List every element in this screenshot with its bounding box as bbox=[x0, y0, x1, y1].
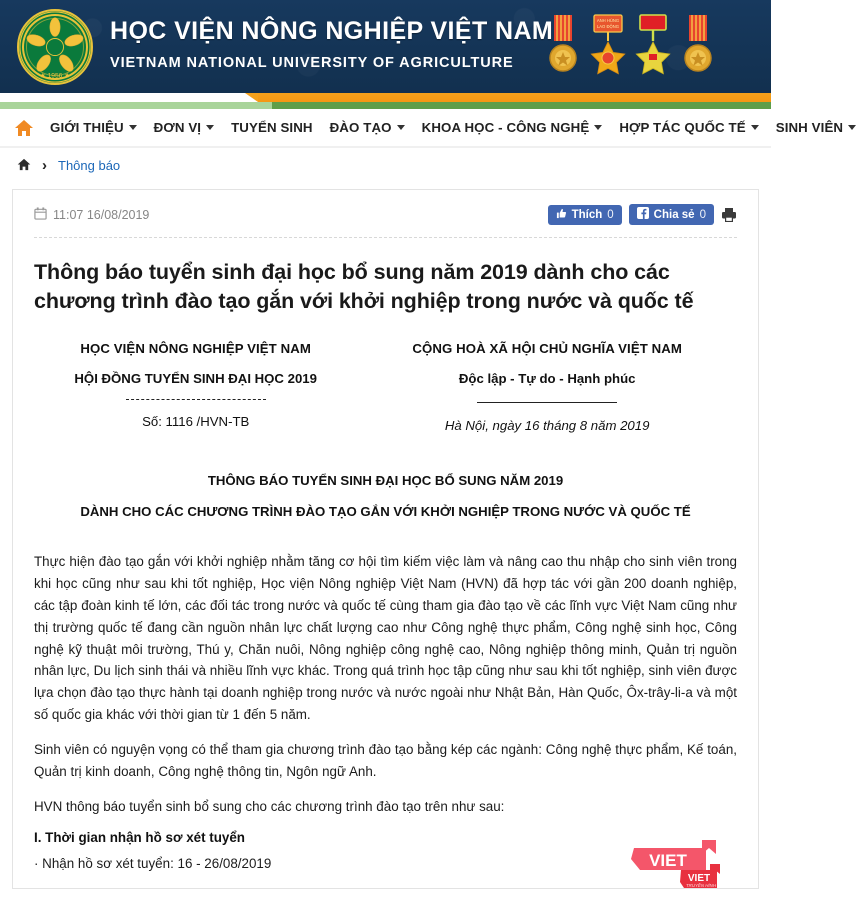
share-label: Chia sẻ bbox=[653, 208, 695, 221]
nav-item-don-vi[interactable] bbox=[154, 120, 214, 135]
subject-line-2: DÀNH CHO CÁC CHƯƠNG TRÌNH ĐÀO TẠO GẮN VỚI KHỞI NGHIỆP TRONG NƯỚC VÀ QUỐC TẾ bbox=[80, 504, 691, 520]
document-number: Số: 1116 /HVN-TB bbox=[142, 414, 250, 430]
nav-item-khoa-hoc-cong-nghe[interactable] bbox=[422, 120, 603, 135]
medal-star-gold bbox=[635, 13, 671, 81]
thumbs-up-icon bbox=[556, 208, 567, 222]
body-paragraph: HVN thông báo tuyển sinh bổ sung cho các chương trình đào tạo trên như sau: bbox=[34, 798, 505, 814]
divider-dashed bbox=[126, 399, 266, 400]
svg-text:VIET: VIET bbox=[687, 873, 711, 884]
nav-label: ĐÀO TẠO bbox=[329, 120, 392, 135]
facebook-icon bbox=[637, 207, 649, 222]
breadcrumb-home-icon[interactable] bbox=[17, 158, 31, 174]
university-logo[interactable] bbox=[17, 9, 93, 85]
breadcrumb bbox=[0, 148, 771, 183]
issuer-name: HỌC VIỆN NÔNG NGHIỆP VIỆT NAM bbox=[80, 341, 311, 357]
breadcrumb-separator: › bbox=[42, 157, 47, 174]
issuer-council: HỘI ĐỒNG TUYỂN SINH ĐẠI HỌC 2019 bbox=[74, 371, 317, 387]
site-banner bbox=[0, 0, 771, 93]
medal-star-anh-hung-lao-dong bbox=[590, 13, 626, 81]
light-green-band bbox=[0, 102, 272, 109]
svg-text:TRUYỀN HÌNH: TRUYỀN HÌNH bbox=[685, 883, 717, 888]
national-title: CỘNG HOÀ XÃ HỘI CHỦ NGHĨA VIỆT NAM bbox=[412, 341, 682, 357]
nav-item-dao-tao[interactable] bbox=[330, 120, 405, 135]
chevron-down-icon bbox=[848, 125, 856, 130]
like-count: 0 bbox=[607, 208, 614, 221]
breadcrumb-current[interactable]: Thông báo bbox=[58, 158, 121, 173]
article-body bbox=[34, 551, 737, 871]
chevron-down-icon bbox=[751, 125, 759, 130]
nav-item-hop-tac-quoc-te[interactable] bbox=[619, 120, 758, 135]
body-paragraph: Sinh viên có nguyện vọng có thể tham gia chương trình đào tạo bằng kép các ngành: Công nghệ thực phẩm, Kế toán, Quản trị kinh doanh, Công nghệ thông tin, Ngôn ngữ Anh. bbox=[34, 741, 737, 779]
banner-subtitle: VIETNAM NATIONAL UNIVERSITY OF AGRICULTURE bbox=[110, 54, 514, 71]
chevron-down-icon bbox=[206, 125, 214, 130]
section-heading: I. Thời gian nhận hồ sơ xét tuyển bbox=[34, 830, 245, 846]
document-place-date: Hà Nội, ngày 16 tháng 8 năm 2019 bbox=[444, 418, 650, 434]
article-date bbox=[34, 207, 149, 223]
nav-label: HỢP TÁC QUỐC TẾ bbox=[619, 120, 746, 135]
home-icon[interactable] bbox=[14, 119, 34, 137]
document-header-left bbox=[34, 341, 357, 433]
nav-item-tuyen-sinh[interactable] bbox=[231, 120, 313, 135]
like-label: Thích bbox=[571, 208, 603, 221]
chevron-down-icon bbox=[594, 125, 602, 130]
facebook-share-button[interactable] bbox=[629, 204, 714, 225]
medals-group bbox=[545, 13, 716, 81]
nav-label: TUYỂN SINH bbox=[231, 120, 313, 135]
svg-text:★ 1956 ★: ★ 1956 ★ bbox=[39, 72, 71, 80]
subject-line-1: THÔNG BÁO TUYỂN SINH ĐẠI HỌC BỔ SUNG NĂM 2019 bbox=[207, 473, 564, 489]
article-card bbox=[12, 189, 759, 889]
article-date-text: 11:07 16/08/2019 bbox=[53, 207, 150, 222]
orange-band bbox=[258, 93, 771, 102]
banner-title: HỌC VIỆN NÔNG NGHIỆP VIỆT NAM bbox=[110, 17, 554, 45]
svg-text:VIET: VIET bbox=[649, 851, 687, 870]
medal-round-gold-left bbox=[545, 13, 581, 81]
chevron-down-icon bbox=[129, 125, 137, 130]
document-header-right bbox=[357, 341, 737, 433]
chevron-down-icon bbox=[397, 125, 405, 130]
svg-text:ANH HÙNG: ANH HÙNG bbox=[596, 18, 620, 23]
facebook-like-button[interactable] bbox=[548, 205, 622, 225]
page-title: Thông báo tuyển sinh đại học bổ sung năm 2019 dành cho các chương trình đào tạo gắn với khởi nghiệp trong nước và quốc tế bbox=[34, 260, 694, 313]
banner-text-block bbox=[110, 18, 553, 71]
decorative-band bbox=[0, 93, 771, 109]
medal-round-gold-right bbox=[680, 13, 716, 81]
document-subject bbox=[34, 473, 737, 519]
nav-label: SINH VIÊN bbox=[775, 120, 844, 135]
viet-floating-widget[interactable] bbox=[624, 838, 742, 892]
document-header bbox=[34, 341, 737, 433]
social-buttons bbox=[548, 204, 737, 225]
calendar-icon bbox=[34, 207, 47, 223]
nav-item-gioi-thieu[interactable] bbox=[50, 120, 137, 135]
nav-label: KHOA HỌC - CÔNG NGHỆ bbox=[421, 120, 590, 135]
divider-solid bbox=[477, 402, 617, 403]
body-paragraph: Thực hiện đào tạo gắn với khởi nghiệp nhằm tăng cơ hội tìm kiếm việc làm và nâng cao thu nhập cho sinh viên trong khi học cũng như sau khi tốt nghiệp, Học viện Nông nghiệp Việt Nam (HVN) đã hợp tác với gần 200 doanh nghiệp, các tập đoàn kinh tế lớn, các đối tác trong nước và quốc tế cùng tham gia đào tạo về các lĩnh vực Việt Nam cũng như thị trường quốc tế đang cần nguồn nhân lực chất lượng cao như Công nghệ thực phẩm, Công nghệ sinh học, Công nghệ kỹ thuật môi trường, Thú y, Chăn nuôi, Nông nghiệp công nghệ cao, Nông nghiệp thông minh, Quản trị nguồn nhân lực, Du lịch sinh thái và nhiều lĩnh vực khác. Trong quá trình học tập cũng như sau khi tốt nghiệp, sinh viên được lựa chọn đào tạo thực hành tại doanh nghiệp trong nước và nước ngoài như Nhật Bản, Hàn Quốc, Ôx-trây-li-a và một số quốc gia khác với thời gian từ 1 đến 5 năm. bbox=[34, 554, 737, 723]
nav-item-sinh-vien[interactable] bbox=[776, 120, 856, 135]
national-motto: Độc lập - Tự do - Hạnh phúc bbox=[458, 371, 636, 387]
article-meta-row bbox=[34, 204, 737, 238]
printer-icon[interactable] bbox=[721, 207, 737, 223]
share-count: 0 bbox=[699, 208, 706, 221]
nav-label: ĐƠN VỊ bbox=[153, 120, 202, 135]
main-navigation[interactable] bbox=[0, 109, 844, 148]
nav-label: GIỚI THIỆU bbox=[50, 120, 124, 135]
svg-text:LAO ĐỘNG: LAO ĐỘNG bbox=[596, 24, 620, 29]
logo-rice-emblem bbox=[19, 11, 91, 83]
list-item: · Nhận hồ sơ xét tuyển: 16 - 26/08/2019 bbox=[34, 856, 272, 872]
